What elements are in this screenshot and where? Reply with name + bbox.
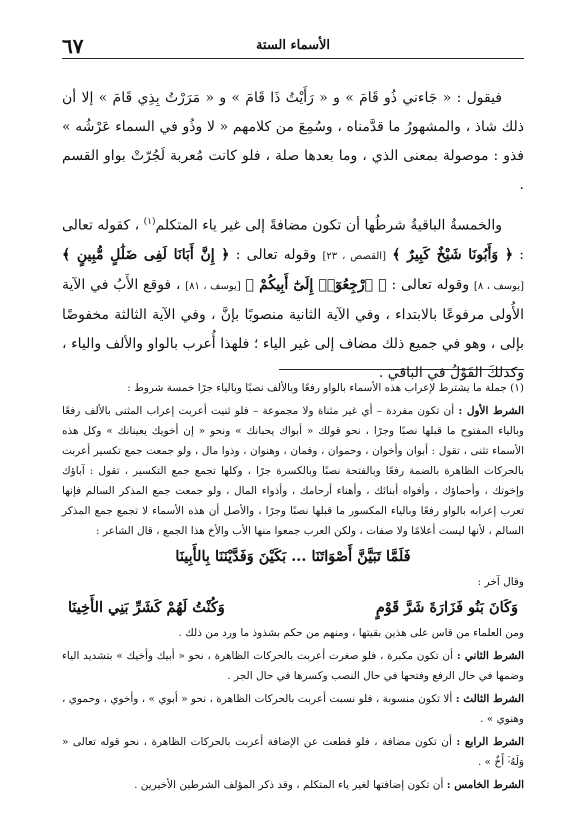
footnote-intro: (١) جملة ما يشترط لإعراب هذه الأسماء بالواو رفعًا وبالألف نصبًا وبالياء جرًا خمسة شروط : [127,382,524,394]
after-verse-note: ومن العلماء من قاس على هذين بقيتها ، ومنهم من حكم بشذوذ ما ورد من ذلك . [178,627,524,639]
verse-2-first-hemistich: وَكَانَ بَنُو فَزَارَةَ شَرَّ قَوْمٍ [375,599,518,616]
footnote-condition-1 [62,401,524,541]
quran-ref-3: [يوسف ، ٨١] [185,280,241,292]
verse-2-intro: وقال آخر : [477,576,524,588]
paragraph-2-text-c: وقوله تعالى : [235,246,323,263]
running-title: الأسماء الستة [255,38,331,53]
condition-3-title: الشرط الثالث : [455,693,524,705]
quran-ref-2: [يوسف ، ٨] [473,280,525,292]
condition-4-text: أن تكون مضافة ، فلو قطعت عن الإضافة أعربت بالحركات الظاهرة ، نحو قوله تعالى « وَلَهُۥٓ أَخٌ » . [62,736,524,768]
quran-quote-3: ﴿ ٱرْجِعُوٓا۟ إِلَىٰٓ أَبِيكُمْ ﴾ [245,276,387,293]
paragraph-1: فيقول : « جَاءني ذُو قَامَ » و « رَأَيْتُ ذَا قَامَ » و « مَرَرْتُ بِذِي قَامَ » إلا أن ذلك شاذ ، والمشهورُ ما قدَّمناه ، وسُمِعَ من كلامهم « لا وذُو في السماء عَرْشُه » فذو : موصولة بمعنى الذي ، وما بعدها صلة ، فلو كانت مُعربة لَجُرّتْ بواو القسم . [62,90,524,193]
verse-2-second-hemistich: وَكُنْتُ لَهُمْ كَشَرِّ بَنِي الأَخِينَا [68,599,225,616]
paragraph-2-text-e: ، فوقع الأَبُ في الآية الأُولى مرفوعًا بالابتداء ، وفي الآية الثانية منصوبًا بإنَّ ، وفي الآية الثالثة مخفوضًا بإلى ، وهو في جميع ذلك مضاف إلى غير الياء ؛ فلهذا أُعرب بالواو والألف والياء ، وكذلكَ القَوْلُ في الباقي . [62,276,524,381]
footnote-condition-3 [62,689,524,729]
quran-quote-1: ﴿ وَأَبُونَا شَيْخٌ كَبِيرٌ ﴾ [392,246,514,263]
main-text [62,84,524,396]
poem-verse-2 [68,595,518,621]
condition-5-title: الشرط الخامس : [446,779,524,791]
quran-quote-2: ﴿ إِنَّ أَبَانَا لَفِى ضَلَٰلٍ مُّبِينٍ ﴾ [62,246,230,263]
footnote-condition-5 [62,775,524,795]
condition-4-title: الشرط الرابع : [456,736,524,748]
paragraph-2-text-d: وقوله تعالى : [391,276,474,293]
condition-2-title: الشرط الثاني : [456,650,524,662]
header-divider [62,58,524,59]
page-number: ٦٧ [62,34,84,58]
paragraph-2-text-a: والخمسةُ الباقيةُ شرطُها أن تكون مضافةً إلى غير ياء المتكلم [155,217,502,234]
quran-ref-1: [القصص ، ٢٣] [322,250,386,262]
condition-2-text: أن تكون مكبرة ، فلو صغرت أعربت بالحركات الظاهرة ، نحو « أبيك وأخيك » بتشديد الياء وضمها في حال الرفع وفتحها في حال النصب وكسرها في حال الجر . [62,650,524,682]
condition-1-title: الشرط الأول : [458,405,525,417]
condition-3-text: ألا تكون منسوبة ، فلو نسبت أعربت بالحركات الظاهرة ، نحو « أبوي » ، وأخوي ، وحموي ، وهنوي » . [62,693,524,725]
footnote-marker: (١) [143,217,156,227]
footnote-condition-2 [62,646,524,686]
paragraph-2 [62,208,524,388]
footnote-condition-4 [62,732,524,772]
condition-1-text: أن تكون مفردة – أي غير مثناة ولا مجموعة – فلو ثنيت أعربت إعراب المثنى بالألف رفعًا وبالياء المفتوح ما قبلها نصبًا وجرًا ، نحو قولك « أبواك يحبانك » ونحو « إن أخويك يعينانك » وكل هذه الأسماء تثنى ، تقول : أبوان وأخوان ، وحموان ، وفمان ، وهنوان ، وذوا مال ، ولو جمعت جمع تكسير أعربت بالحركات الظاهرة بالضمة رفعًا وبالفتحة نصبًا وبالكسرة جرًا ، وكلها تجمع جمع التكسير ، تقول : آباؤك وإخوتك ، وأحماؤك ، وأفواه أبنائك ، وأهناء أرحامك ، وأذواء المال ، ولو جمعت جمع المذكر السالم فإنها تعرب إعرابه بالواو رفعًا وبالياء المكسور ما قبلها نصبًا وجرًا ، والأصل أن هذه الأسماء لا تجمع جمع المذكر السالم ، لأنها ليست أعلامًا ولا صفات ، ولكن العرب جمعوا منها الأب والأخ هذا الجمع ، قال الشاعر : [62,405,524,537]
footnote-divider [279,369,524,370]
paragraph-2-text-b: ، كقوله تعالى : [62,217,524,263]
page-header [62,34,524,58]
poem-verse-1: فَلَمَّا تَبَيَّنَّ أَصْوَاتَنَا ... بَكَيْنَ وَفَدَّيْنَنَا بِالأَبِينَا [175,548,411,565]
condition-5-text: أن تكون إضافتها لغير ياء المتكلم ، وقد ذكر المؤلف الشرطين الأخيرين . [134,779,447,791]
footnotes [62,378,524,798]
